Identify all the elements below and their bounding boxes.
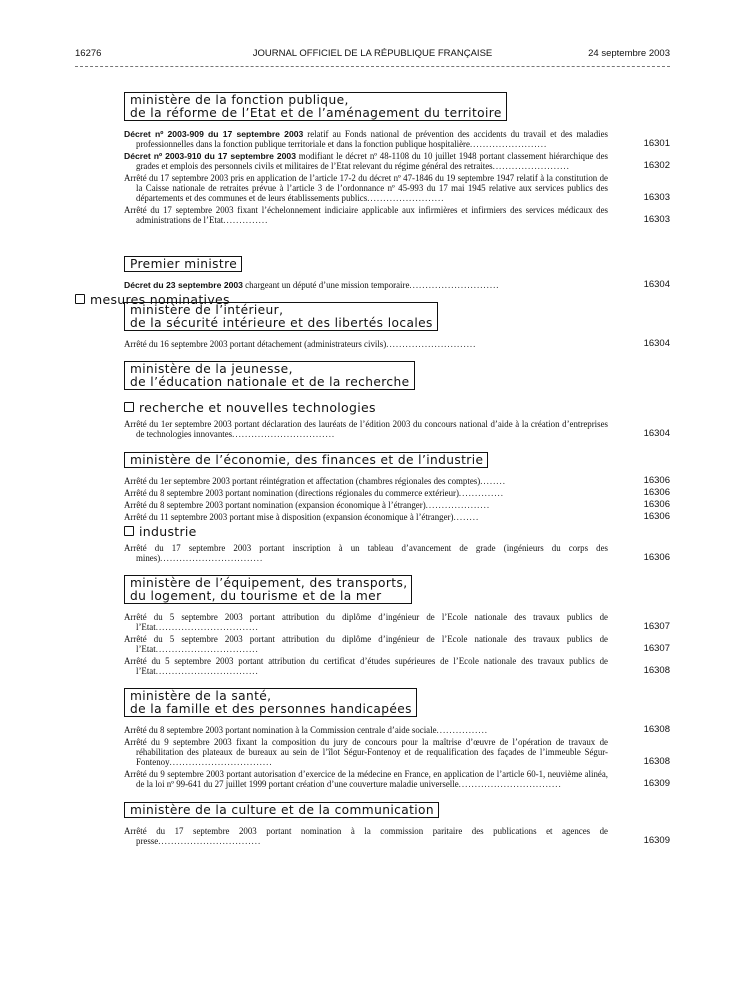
page-ref: 16306 [643, 487, 670, 498]
page-header [75, 48, 670, 62]
entry-text: Arrêté du 5 septembre 2003 portant attribution du diplôme d’ingénieur de l’Ecole nationale des travaux publics de l’Etat [124, 634, 608, 654]
section-heading-line: ministère de la culture et de la communication [130, 803, 435, 817]
page-ref: 16302 [643, 160, 670, 171]
subsection-label: recherche et nouvelles technologies [139, 400, 376, 415]
header-rule [75, 66, 670, 67]
page-ref: 16306 [643, 552, 670, 563]
toc-entry[interactable]: Arrêté du 1er septembre 2003 portant déclaration des lauréats de l’édition 2003 du concours national d’aide à la création d’entreprises de technologies innovantes................................ 16304 [124, 419, 670, 439]
toc-entry[interactable]: Arrêté du 9 septembre 2003 portant autorisation d’exercice de la médecine en France, en application de l’article 60-1, neuvième alinéa, de la loi nº 99-641 du 27 juillet 1999 portant création d’une couverture maladie universelle................................ 16309 [124, 769, 670, 789]
entry-text: Arrêté du 17 septembre 2003 portant nomination à la commission paritaire des publications et agences de presse [124, 826, 608, 846]
page-ref: 16304 [643, 428, 670, 439]
section-heading-line: de la sécurité intérieure et des libertés locales [130, 316, 433, 330]
entry-title: Décret nº 2003-910 du 17 septembre 2003 [124, 151, 296, 161]
section-heading-line: Premier ministre [130, 257, 238, 271]
nominatives-label: mesures nominatives [90, 292, 230, 307]
journal-title: JOURNAL OFFICIEL DE LA RÉPUBLIQUE FRANÇAISE [252, 48, 493, 59]
page-ref: 16303 [643, 214, 670, 225]
toc-entry[interactable]: Arrêté du 8 septembre 2003 portant nomination à la Commission centrale d’aide sociale................ 16308 [124, 724, 670, 735]
section-heading-line: ministère de la jeunesse, [130, 362, 293, 376]
subsection-heading [124, 400, 670, 415]
page-ref: 16308 [643, 756, 670, 767]
entry-text: chargeant un député d’une mission temporaire [242, 280, 410, 290]
page-ref: 16303 [643, 192, 670, 203]
checkbox-square-icon [124, 526, 134, 536]
section-heading-line: de l’éducation nationale et de la recherche [130, 375, 410, 389]
toc-entry[interactable]: Décret nº 2003-910 du 17 septembre 2003 modifiant le décret nº 48-1108 du 10 juillet 1948 portant classement hiérarchique des grades et emplois des personnels civils et militaires de l’Etat relevant du régime général des retraites........................ 16302 [124, 151, 670, 171]
page-ref: 16306 [643, 499, 670, 510]
toc-entry[interactable]: Arrêté du 8 septembre 2003 portant nomination (expansion économique à l’étranger).................... 16306 [124, 499, 670, 510]
entry-text: Arrêté du 11 septembre 2003 portant mise à disposition (expansion économique à l’étranger) [124, 512, 454, 522]
toc-entry[interactable]: Décret nº 2003-909 du 17 septembre 2003 relatif au Fonds national de prévention des accidents du travail et des maladies professionnelles dans la fonction publique territoriale et dans la fonction publique hospitalière........................ 16301 [124, 129, 670, 149]
page-ref: 16307 [643, 643, 670, 654]
page-ref: 16306 [643, 475, 670, 486]
entry-text: Arrêté du 9 septembre 2003 portant autorisation d’exercice de la médecine en France, en application de l’article 60-1, neuvième alinéa, de la loi nº 99-641 du 27 juillet 1999 portant création d’une couverture maladie universelle [124, 769, 608, 789]
checkbox-square-icon [75, 294, 85, 304]
toc-entry[interactable]: Arrêté du 9 septembre 2003 fixant la composition du jury de concours pour la maîtrise d’œuvre de l’opération de travaux de réhabilitation des plateaux de bureaux au sein de l’îlot Ségur-Fontenoy et de requalification des façades de l’immeuble Ségur-Fontenoy................................ 16308 [124, 737, 670, 767]
page-ref: 16308 [643, 724, 670, 735]
entry-title: Décret nº 2003-909 du 17 septembre 2003 [124, 129, 304, 139]
toc-entry[interactable]: Arrêté du 5 septembre 2003 portant attribution du certificat d’études supérieures de l’Ecole nationale des travaux publics de l’Etat................................ 16308 [124, 656, 670, 676]
entry-text: relatif au Fonds national de prévention des accidents du travail et des maladies professionnelles dans la fonction publique territoriale et dans la fonction publique hospitalière [136, 129, 608, 149]
entry-text: Arrêté du 5 septembre 2003 portant attribution du diplôme d’ingénieur de l’Ecole nationale des travaux publics de l’Etat [124, 612, 608, 632]
entry-text: Arrêté du 8 septembre 2003 portant nomination (directions régionales du commerce extérieur) [124, 488, 459, 498]
entry-text: Arrêté du 17 septembre 2003 portant inscription à un tableau d’avancement de grade (ingénieurs du corps des mines) [124, 543, 608, 563]
toc-entry[interactable]: Arrêté du 17 septembre 2003 portant inscription à un tableau d’avancement de grade (ingénieurs du corps des mines)................................ 16306 [124, 543, 670, 563]
section-heading-fonction-publique [124, 92, 507, 121]
entry-text: Arrêté du 8 septembre 2003 portant nomination (expansion économique à l’étranger) [124, 500, 426, 510]
entry-text: Arrêté du 17 septembre 2003 pris en application de l’article 17-2 du décret nº 47-1846 du 19 septembre 1947 relatif à la constitution de la Caisse nationale de retraites prévue à l’article 3 de l’ordonnance nº 45-993 du 17 mai 1945 relative aux services publics des départements et des communes et de leurs établissements publics [124, 173, 608, 203]
entry-text: Arrêté du 16 septembre 2003 portant détachement (administrateurs civils) [124, 339, 387, 349]
section-heading-line: du logement, du tourisme et de la mer [130, 589, 382, 603]
subsection-heading [124, 524, 670, 539]
issue-date: 24 septembre 2003 [588, 48, 670, 59]
page-ref: 16307 [643, 621, 670, 632]
entry-text: modifiant le décret nº 48-1108 du 10 juillet 1948 portant classement hiérarchique des grades et emplois des personnels civils et militaires de l’Etat relevant du régime général des retraites [136, 151, 609, 171]
section-heading-culture [124, 802, 439, 818]
toc-entry[interactable]: Arrêté du 17 septembre 2003 fixant l’échelonnement indiciaire applicable aux infirmières et infirmiers des services médicaux des administrations de l’Etat.............. 16303 [124, 205, 670, 225]
toc-entry[interactable]: Arrêté du 11 septembre 2003 portant mise à disposition (expansion économique à l’étranger)........ 16306 [124, 511, 670, 522]
page-ref: 16301 [643, 138, 670, 149]
page-ref: 16304 [643, 279, 670, 290]
section-heading-premier-ministre [124, 256, 242, 272]
nominatives-heading [75, 292, 230, 307]
toc-entry[interactable]: Arrêté du 17 septembre 2003 portant nomination à la commission paritaire des publications et agences de presse................................ 16309 [124, 826, 670, 846]
table-of-contents [124, 92, 670, 848]
section-heading-line: de la réforme de l’Etat et de l’aménagement du territoire [130, 106, 502, 120]
subsection-label: industrie [139, 524, 197, 539]
checkbox-square-icon [124, 402, 134, 412]
section-heading-sante [124, 688, 417, 717]
section-heading-equipement [124, 575, 412, 604]
section-heading-economie [124, 452, 488, 468]
entry-title: Décret du 23 septembre 2003 [124, 280, 243, 290]
toc-entry[interactable]: Arrêté du 1er septembre 2003 portant réintégration et affectation (chambres régionales des comptes)........ 16306 [124, 475, 670, 486]
page-ref: 16306 [643, 511, 670, 522]
toc-entry[interactable]: Arrêté du 5 septembre 2003 portant attribution du diplôme d’ingénieur de l’Ecole nationale des travaux publics de l’Etat................................ 16307 [124, 612, 670, 632]
section-heading-line: de la famille et des personnes handicapées [130, 702, 412, 716]
page-ref: 16304 [643, 338, 670, 349]
entry-text: Arrêté du 9 septembre 2003 fixant la composition du jury de concours pour la maîtrise d’œuvre de l’opération de travaux de réhabilitation des plateaux de bureaux au sein de l’îlot Ségur-Fontenoy et de requalification des façades de l’immeuble Ségur-Fontenoy [124, 737, 608, 767]
page-ref: 16309 [643, 835, 670, 846]
section-heading-line: ministère de l’économie, des finances et de l’industrie [130, 453, 484, 467]
section-heading-line: ministère de la fonction publique, [130, 93, 349, 107]
page-number: 16276 [75, 48, 102, 59]
section-heading-line: ministère de l’intérieur, [130, 303, 284, 317]
section-heading-line: ministère de l’équipement, des transports, [130, 576, 408, 590]
page-ref: 16309 [643, 778, 670, 789]
entry-text: Arrêté du 1er septembre 2003 portant réintégration et affectation (chambres régionales des comptes) [124, 476, 481, 486]
entry-text: Arrêté du 1er septembre 2003 portant déclaration des lauréats de l’édition 2003 du concours national d’aide à la création d’entreprises de technologies innovantes [124, 419, 608, 439]
toc-entry[interactable]: Arrêté du 8 septembre 2003 portant nomination (directions régionales du commerce extérieur).............. 16306 [124, 487, 670, 498]
page-ref: 16308 [643, 665, 670, 676]
section-heading-jeunesse [124, 361, 415, 390]
entry-text: Arrêté du 8 septembre 2003 portant nomination à la Commission centrale d’aide sociale [124, 725, 437, 735]
section-heading-line: ministère de la santé, [130, 689, 272, 703]
toc-entry[interactable]: Arrêté du 17 septembre 2003 pris en application de l’article 17-2 du décret nº 47-1846 du 19 septembre 1947 relatif à la constitution de la Caisse nationale de retraites prévue à l’article 3 de l’ordonnance nº 45-993 du 17 mai 1945 relative aux services publics des départements et des communes et de leurs établissements publics........................ 16303 [124, 173, 670, 203]
toc-entry[interactable]: Décret du 23 septembre 2003 chargeant un député d’une mission temporaire............................ 16304 [124, 279, 670, 290]
entry-text: Arrêté du 17 septembre 2003 fixant l’échelonnement indiciaire applicable aux infirmières et infirmiers des services médicaux des administrations de l’Etat [124, 205, 608, 225]
toc-entry[interactable]: Arrêté du 5 septembre 2003 portant attribution du diplôme d’ingénieur de l’Ecole nationale des travaux publics de l’Etat................................ 16307 [124, 634, 670, 654]
entry-text: Arrêté du 5 septembre 2003 portant attribution du certificat d’études supérieures de l’Ecole nationale des travaux publics de l’Etat [124, 656, 608, 676]
toc-entry[interactable]: Arrêté du 16 septembre 2003 portant détachement (administrateurs civils)............................ 16304 [124, 338, 670, 349]
